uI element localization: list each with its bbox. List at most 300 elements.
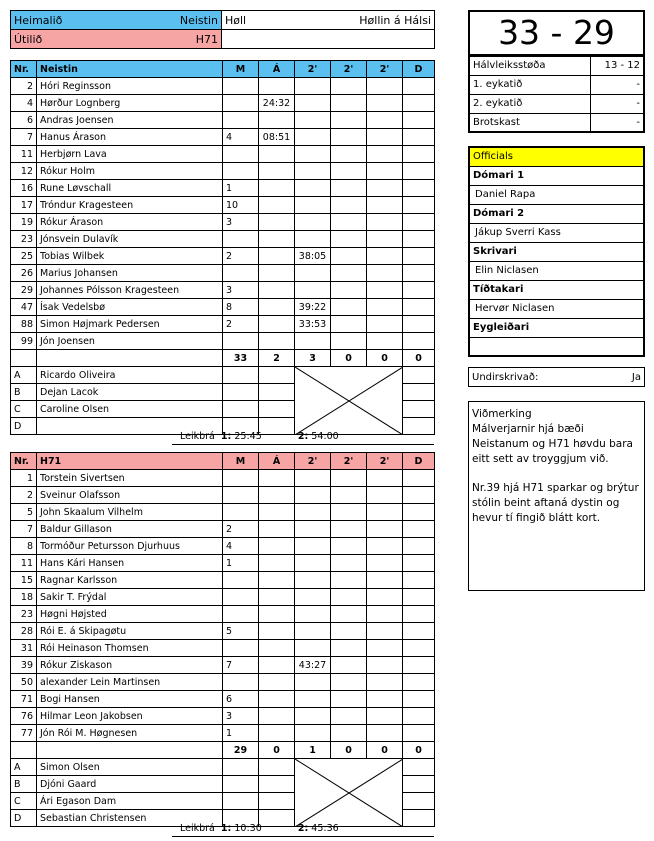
- header-empty-cell: [222, 30, 435, 49]
- player-name: Rókur Ziskason: [37, 657, 223, 674]
- player-number: 8: [11, 538, 37, 555]
- player-d: [403, 691, 435, 708]
- column-header: M: [223, 453, 259, 470]
- player-number: 25: [11, 248, 37, 265]
- remarks-paragraph-2: Nr.39 hjá H71 sparkar og brýtur stólin beint aftaná dystin og hevur tí fingið blátt kort.: [472, 482, 639, 524]
- player-m: [223, 606, 259, 623]
- home-ft2-label: 2:: [297, 431, 309, 442]
- player-row: [11, 640, 435, 657]
- home-ft1-label: 1:: [220, 431, 232, 442]
- period-label: Brotskast: [469, 113, 590, 132]
- player-row: [11, 316, 435, 333]
- player-name: Hilmar Leon Jakobsen: [37, 708, 223, 725]
- player-number: 4: [11, 95, 37, 112]
- player-m: [223, 572, 259, 589]
- player-s1: [295, 674, 331, 691]
- total-value: 0: [331, 742, 367, 759]
- away-header-row: [11, 453, 435, 470]
- player-s1: [295, 180, 331, 197]
- player-name: Ragnar Karlsson: [37, 572, 223, 589]
- away-ft2-label: 2:: [297, 823, 309, 834]
- away-fulltime: [180, 823, 339, 834]
- totals-row: [11, 350, 435, 367]
- player-s3: [367, 589, 403, 606]
- player-a: [259, 555, 295, 572]
- player-a: [259, 487, 295, 504]
- away-ft1-value: 10:30: [234, 823, 262, 834]
- column-header: 2': [331, 453, 367, 470]
- period-value: -: [590, 75, 644, 94]
- player-s3: [367, 487, 403, 504]
- player-m: 1: [223, 180, 259, 197]
- signed-table: [468, 367, 645, 387]
- remarks-paragraph-1: Málverjarnir hjá bæði Neistanum og H71 høvdu bara eitt sett av troyggjum við.: [472, 423, 633, 465]
- staff-code: A: [11, 367, 37, 384]
- player-a: [259, 725, 295, 742]
- player-s2: [331, 214, 367, 231]
- player-name: Sveinur Olafsson: [37, 487, 223, 504]
- player-m: [223, 470, 259, 487]
- player-name: Jón Joensen: [37, 333, 223, 350]
- total-value: 0: [331, 350, 367, 367]
- official-role: Skrivari: [469, 242, 644, 261]
- player-s3: [367, 572, 403, 589]
- player-number: 28: [11, 623, 37, 640]
- player-m: 8: [223, 299, 259, 316]
- staff-empty: [403, 759, 435, 776]
- staff-name: Caroline Olsen: [37, 401, 223, 418]
- period-label: Hálvleiksstøða: [469, 56, 590, 75]
- player-s2: [331, 691, 367, 708]
- player-s3: [367, 231, 403, 248]
- staff-empty: [259, 776, 295, 793]
- player-name: John Skaalum Vilhelm: [37, 504, 223, 521]
- home-ft2-value: 54:00: [311, 431, 339, 442]
- player-d: [403, 78, 435, 95]
- player-m: 4: [223, 538, 259, 555]
- player-s2: [331, 265, 367, 282]
- player-a: [259, 146, 295, 163]
- player-d: [403, 214, 435, 231]
- player-number: 31: [11, 640, 37, 657]
- staff-name: Simon Olsen: [37, 759, 223, 776]
- player-s2: [331, 725, 367, 742]
- player-a: [259, 78, 295, 95]
- total-value: 0: [259, 742, 295, 759]
- player-s1: [295, 129, 331, 146]
- player-m: [223, 78, 259, 95]
- officials-title: Officials: [469, 147, 644, 166]
- player-d: [403, 572, 435, 589]
- player-s1: [295, 265, 331, 282]
- player-row: [11, 589, 435, 606]
- player-number: 7: [11, 129, 37, 146]
- player-s3: [367, 674, 403, 691]
- official-role: Tíðtakari: [469, 280, 644, 299]
- player-s1: [295, 708, 331, 725]
- away-ft1-label: 1:: [220, 823, 232, 834]
- player-m: 6: [223, 691, 259, 708]
- player-a: [259, 282, 295, 299]
- official-role: Eygleiðari: [469, 318, 644, 337]
- player-d: [403, 504, 435, 521]
- player-d: [403, 282, 435, 299]
- player-d: [403, 163, 435, 180]
- player-m: [223, 589, 259, 606]
- remarks-box: [468, 401, 645, 591]
- player-number: 16: [11, 180, 37, 197]
- player-row: [11, 95, 435, 112]
- player-number: 50: [11, 674, 37, 691]
- column-header: D: [403, 61, 435, 78]
- player-s3: [367, 333, 403, 350]
- player-m: [223, 231, 259, 248]
- player-number: 11: [11, 555, 37, 572]
- official-role: Dómari 2: [469, 204, 644, 223]
- period-scores: [468, 55, 645, 133]
- player-s2: [331, 572, 367, 589]
- player-s1: [295, 333, 331, 350]
- player-m: [223, 333, 259, 350]
- player-s3: [367, 316, 403, 333]
- player-d: [403, 470, 435, 487]
- player-row: [11, 623, 435, 640]
- player-a: [259, 521, 295, 538]
- player-row: [11, 214, 435, 231]
- player-a: [259, 197, 295, 214]
- player-s1: [295, 470, 331, 487]
- player-m: 3: [223, 214, 259, 231]
- player-row: [11, 691, 435, 708]
- player-s3: [367, 78, 403, 95]
- player-row: [11, 470, 435, 487]
- away-ft2-value: 45:36: [311, 823, 339, 834]
- player-a: [259, 572, 295, 589]
- player-d: [403, 146, 435, 163]
- player-row: [11, 282, 435, 299]
- player-d: [403, 265, 435, 282]
- player-name: Bogi Hansen: [37, 691, 223, 708]
- player-s3: [367, 708, 403, 725]
- player-a: [259, 504, 295, 521]
- player-d: [403, 316, 435, 333]
- player-s1: [295, 623, 331, 640]
- home-fulltime-label: Leikbrá: [180, 431, 215, 442]
- player-s1: [295, 282, 331, 299]
- player-s3: [367, 623, 403, 640]
- staff-empty: [223, 384, 259, 401]
- official-name: Elin Niclasen: [469, 261, 644, 280]
- player-a: 24:32: [259, 95, 295, 112]
- period-row: [469, 75, 644, 94]
- player-row: [11, 555, 435, 572]
- player-s3: [367, 214, 403, 231]
- player-s1: 33:53: [295, 316, 331, 333]
- staff-code: D: [11, 810, 37, 827]
- player-a: [259, 623, 295, 640]
- player-s2: [331, 299, 367, 316]
- staff-empty: [403, 418, 435, 435]
- period-value: -: [590, 94, 644, 113]
- venue-cell: [222, 11, 435, 30]
- staff-empty: [259, 384, 295, 401]
- player-m: [223, 112, 259, 129]
- player-s2: [331, 95, 367, 112]
- player-s2: [331, 316, 367, 333]
- player-name: Tobias Wilbek: [37, 248, 223, 265]
- player-s1: [295, 521, 331, 538]
- player-a: [259, 589, 295, 606]
- player-number: 23: [11, 231, 37, 248]
- player-number: 5: [11, 504, 37, 521]
- period-row: [469, 94, 644, 113]
- player-s3: [367, 248, 403, 265]
- staff-code: C: [11, 793, 37, 810]
- column-header: D: [403, 453, 435, 470]
- player-s2: [331, 248, 367, 265]
- player-number: 12: [11, 163, 37, 180]
- player-d: [403, 129, 435, 146]
- player-number: 26: [11, 265, 37, 282]
- player-number: 39: [11, 657, 37, 674]
- home-fulltime-underline: [172, 444, 434, 445]
- player-d: [403, 657, 435, 674]
- total-value: 0: [403, 350, 435, 367]
- player-name: Marius Johansen: [37, 265, 223, 282]
- player-s2: [331, 589, 367, 606]
- player-m: [223, 146, 259, 163]
- player-row: [11, 146, 435, 163]
- player-row: [11, 708, 435, 725]
- player-s3: [367, 282, 403, 299]
- away-team-cell: [11, 30, 222, 49]
- player-s2: [331, 674, 367, 691]
- player-s2: [331, 197, 367, 214]
- player-name: alexander Lein Martinsen: [37, 674, 223, 691]
- player-s2: [331, 180, 367, 197]
- player-s1: [295, 112, 331, 129]
- player-s3: [367, 538, 403, 555]
- player-name: Rókur Holm: [37, 163, 223, 180]
- player-row: [11, 487, 435, 504]
- player-d: [403, 674, 435, 691]
- column-header: 2': [295, 453, 331, 470]
- player-number: 6: [11, 112, 37, 129]
- player-a: [259, 180, 295, 197]
- player-d: [403, 487, 435, 504]
- totals-empty: [11, 350, 37, 367]
- player-row: [11, 197, 435, 214]
- player-name: Sakir T. Frýdal: [37, 589, 223, 606]
- player-number: 17: [11, 197, 37, 214]
- player-name: Hans Kári Hansen: [37, 555, 223, 572]
- staff-name: Sebastian Christensen: [37, 810, 223, 827]
- staff-empty: [403, 367, 435, 384]
- player-name: Johannes Pólsson Kragesteen: [37, 282, 223, 299]
- player-s1: [295, 555, 331, 572]
- away-staff-cross: [295, 759, 403, 827]
- official-name: Jákup Sverri Kass: [469, 223, 644, 242]
- player-row: [11, 180, 435, 197]
- total-value: 0: [367, 350, 403, 367]
- totals-empty: [37, 742, 223, 759]
- player-a: [259, 674, 295, 691]
- player-s2: [331, 112, 367, 129]
- player-s2: [331, 538, 367, 555]
- player-s1: [295, 640, 331, 657]
- player-m: 10: [223, 197, 259, 214]
- player-s1: [295, 231, 331, 248]
- player-number: 2: [11, 78, 37, 95]
- period-row: [469, 56, 644, 75]
- player-d: [403, 521, 435, 538]
- player-number: 2: [11, 487, 37, 504]
- player-row: [11, 521, 435, 538]
- total-value: 33: [223, 350, 259, 367]
- player-s1: [295, 589, 331, 606]
- player-row: [11, 299, 435, 316]
- player-d: [403, 248, 435, 265]
- player-s3: [367, 146, 403, 163]
- player-s3: [367, 657, 403, 674]
- player-a: [259, 470, 295, 487]
- team-name-header: Neistin: [37, 61, 223, 78]
- official-name: [469, 337, 644, 356]
- official-role: Dómari 1: [469, 166, 644, 185]
- player-row: [11, 78, 435, 95]
- player-s1: [295, 487, 331, 504]
- player-m: 1: [223, 725, 259, 742]
- player-row: [11, 657, 435, 674]
- column-header: 2': [331, 61, 367, 78]
- player-row: [11, 572, 435, 589]
- player-name: Tróndur Kragesteen: [37, 197, 223, 214]
- player-s2: [331, 623, 367, 640]
- nr-header: Nr.: [11, 61, 37, 78]
- total-value: 0: [367, 742, 403, 759]
- player-s3: [367, 299, 403, 316]
- player-a: [259, 299, 295, 316]
- player-name: Rói E. á Skipagøtu: [37, 623, 223, 640]
- venue-label: Høll: [225, 13, 247, 27]
- player-s1: [295, 691, 331, 708]
- player-m: 2: [223, 248, 259, 265]
- player-row: [11, 265, 435, 282]
- player-number: 99: [11, 333, 37, 350]
- player-name: Høgni Højsted: [37, 606, 223, 623]
- player-m: 3: [223, 708, 259, 725]
- player-row: [11, 112, 435, 129]
- staff-empty: [403, 384, 435, 401]
- player-s1: [295, 214, 331, 231]
- player-name: Tormóður Petursson Djurhuus: [37, 538, 223, 555]
- totals-empty: [11, 742, 37, 759]
- player-s2: [331, 504, 367, 521]
- home-header-row: [11, 61, 435, 78]
- player-a: [259, 538, 295, 555]
- final-score: 33 - 29: [468, 10, 645, 56]
- player-number: 71: [11, 691, 37, 708]
- player-m: 5: [223, 623, 259, 640]
- staff-empty: [223, 367, 259, 384]
- staff-name: Ári Egason Dam: [37, 793, 223, 810]
- player-number: 77: [11, 725, 37, 742]
- player-s2: [331, 640, 367, 657]
- total-value: 3: [295, 350, 331, 367]
- player-a: [259, 606, 295, 623]
- player-name: Jónsvein Dulavík: [37, 231, 223, 248]
- player-s3: [367, 725, 403, 742]
- staff-name: Djóni Gaard: [37, 776, 223, 793]
- player-s2: [331, 78, 367, 95]
- player-name: Rune Løvschall: [37, 180, 223, 197]
- player-row: [11, 163, 435, 180]
- player-s2: [331, 606, 367, 623]
- player-name: Torstein Sivertsen: [37, 470, 223, 487]
- match-header: [10, 10, 435, 49]
- player-number: 11: [11, 146, 37, 163]
- player-a: [259, 265, 295, 282]
- player-d: [403, 180, 435, 197]
- player-a: [259, 163, 295, 180]
- officials-table: [468, 146, 645, 357]
- signed-cell: [469, 368, 645, 387]
- player-row: [11, 129, 435, 146]
- player-m: [223, 163, 259, 180]
- total-value: 2: [259, 350, 295, 367]
- player-s3: [367, 197, 403, 214]
- player-row: [11, 248, 435, 265]
- player-s1: [295, 78, 331, 95]
- player-name: Jón Rói M. Høgnesen: [37, 725, 223, 742]
- player-name: Hørður Lognberg: [37, 95, 223, 112]
- player-d: [403, 555, 435, 572]
- column-header: 2': [295, 61, 331, 78]
- staff-empty: [223, 793, 259, 810]
- period-value: -: [590, 113, 644, 132]
- staff-empty: [403, 776, 435, 793]
- player-s1: [295, 197, 331, 214]
- player-a: [259, 231, 295, 248]
- player-m: 2: [223, 316, 259, 333]
- player-d: [403, 725, 435, 742]
- player-number: 15: [11, 572, 37, 589]
- total-value: 0: [403, 742, 435, 759]
- staff-code: D: [11, 418, 37, 435]
- player-s3: [367, 180, 403, 197]
- away-label: Útilið: [14, 32, 43, 46]
- player-s2: [331, 708, 367, 725]
- player-number: 18: [11, 589, 37, 606]
- player-a: [259, 248, 295, 265]
- player-d: [403, 589, 435, 606]
- player-s3: [367, 112, 403, 129]
- player-a: [259, 333, 295, 350]
- away-fulltime-label: Leikbrá: [180, 823, 215, 834]
- home-team-cell: [11, 11, 222, 30]
- player-m: 1: [223, 555, 259, 572]
- home-ft1-value: 25:45: [234, 431, 262, 442]
- player-s1: [295, 504, 331, 521]
- player-d: [403, 538, 435, 555]
- player-s2: [331, 129, 367, 146]
- player-s1: [295, 572, 331, 589]
- staff-code: A: [11, 759, 37, 776]
- venue-name: Høllin á Hálsi: [359, 13, 431, 27]
- player-s2: [331, 487, 367, 504]
- player-a: [259, 112, 295, 129]
- player-s2: [331, 163, 367, 180]
